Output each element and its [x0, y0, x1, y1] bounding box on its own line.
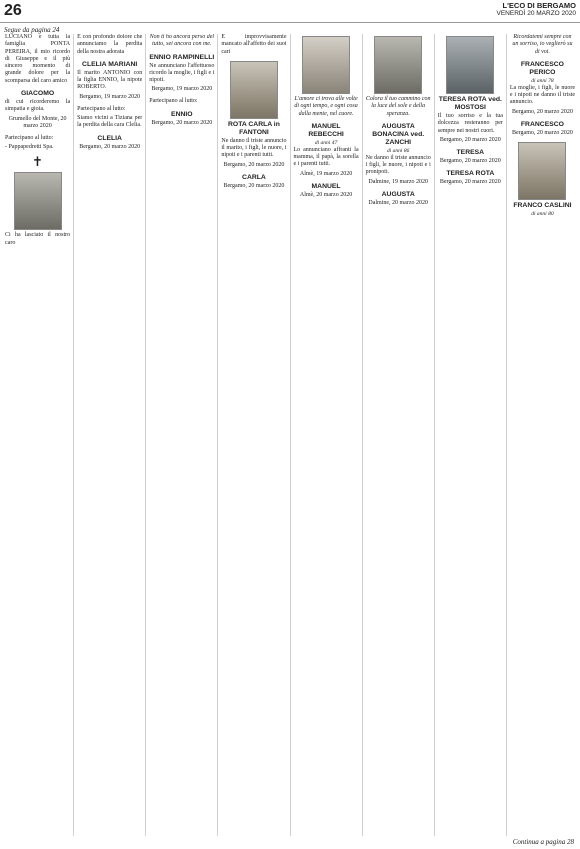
obituary-notice: [77, 106, 142, 130]
notice-text: Partecipano al lutto:: [5, 134, 54, 141]
masthead: [497, 2, 576, 18]
notice-text: - Pappapedretti Spa.: [5, 143, 54, 150]
notice-text: Il tuo sorriso e la tua dolcezza resteranno per sempre nei nostri cuori.: [437, 113, 503, 134]
notice-signature: Bergamo, 19 marzo 2020: [79, 93, 141, 100]
obituary-notice: [510, 34, 575, 56]
obituary-notice: [510, 61, 575, 116]
deceased-name: MANUEL: [311, 182, 341, 190]
deceased-age: di anni 80: [531, 210, 554, 217]
portrait-photo: [302, 36, 350, 94]
notice-text: Colora il tuo cammino con la luce del sole e della speranza.: [365, 96, 431, 117]
deceased-name: AUGUSTA BONACINA ved. ZANCHI: [372, 122, 425, 146]
deceased-name: FRANCESCO PERICO: [520, 60, 564, 76]
obituary-notice: [5, 156, 70, 247]
notice-signature: Bergamo, 20 marzo 2020: [79, 143, 141, 150]
paper-name: L'ECO DI BERGAMO: [502, 1, 576, 10]
notice-text: di cui ricorderemo la simpatia e gioia.: [5, 99, 71, 113]
deceased-name: ENNIO: [171, 110, 193, 118]
continues-on: Continua a pagina 28: [512, 838, 574, 846]
notice-signature: Bergamo, 20 marzo 2020: [511, 108, 573, 115]
notice-signature: Dalmine, 20 marzo 2020: [368, 199, 429, 206]
page-number: 26: [4, 2, 22, 19]
obituary-column: [290, 34, 362, 836]
obituary-column: [145, 34, 217, 836]
notice-signature: Bergamo, 20 marzo 2020: [223, 182, 285, 189]
notice-text: Siamo vicini a Tiziana per la perdita della cara Clelia.: [77, 115, 143, 129]
portrait-photo: [446, 36, 494, 94]
obituary-notice: [149, 54, 214, 94]
obituary-notice: [221, 34, 286, 56]
notice-text: È con profondo dolore che annunciamo la perdita della nostra adorata: [77, 34, 143, 55]
notice-text: Non ti ho ancora perso del tutto, sei ancora con me.: [149, 34, 215, 48]
obituary-column: [434, 34, 506, 836]
deceased-name: GIACOMO: [20, 90, 55, 98]
notice-signature: Bergamo, 20 marzo 2020: [511, 129, 573, 136]
notice-signature: Bergamo, 19 marzo 2020: [151, 86, 213, 93]
notice-text: Il marito ANTONIO con la figlia ENNIO, la nipote ROBERTO.: [77, 69, 143, 91]
obituary-notice: [438, 170, 503, 186]
deceased-name: FRANCO CASLINI: [513, 201, 572, 209]
continued-from: Segue da pagina 24: [4, 26, 60, 34]
deceased-name: CLELIA: [97, 134, 122, 142]
obituary-notice: [77, 135, 142, 151]
obituary-notice: [294, 36, 359, 118]
obituary-column: [2, 34, 73, 836]
portrait-photo: [518, 142, 566, 200]
notice-text: Partecipano al lutto:: [77, 105, 126, 112]
notice-signature: Almè, 19 marzo 2020: [299, 170, 353, 177]
deceased-name: TERESA ROTA: [446, 169, 495, 177]
notice-signature: Bergamo, 20 marzo 2020: [439, 157, 501, 164]
obituary-notice: [149, 98, 214, 105]
obituary-column: [73, 34, 145, 836]
deceased-name: MANUEL REBECCHI: [308, 122, 344, 138]
deceased-name: FRANCESCO: [520, 120, 564, 128]
obituary-notice: [438, 36, 503, 144]
obituary-notice: [149, 34, 214, 49]
obituary-notice: [5, 34, 70, 85]
obituary-notice: [510, 121, 575, 137]
notice-signature: Bergamo, 20 marzo 2020: [439, 136, 501, 143]
notice-signature: Bergamo, 20 marzo 2020: [223, 161, 285, 168]
obituary-notice: [221, 174, 286, 190]
deceased-age: di anni 78: [531, 77, 554, 84]
notice-text: Ne danno il triste annuncio i figli, le nuore, i nipoti e i pronipoti.: [365, 154, 431, 176]
obituary-notice: [438, 149, 503, 165]
obituary-notice: [510, 142, 575, 218]
notice-text: Ricordatemi sempre con un sorriso, io veglierò su di voi.: [512, 34, 573, 55]
obituary-column: [362, 34, 434, 836]
notice-text: LUCIANO e tutta la famiglia PONTA PEREIRA, il mio ricordo di Giuseppe e il più sincero momento di grande dolore per la scomparsa del caro amico: [5, 34, 71, 84]
portrait-photo: [14, 172, 62, 230]
obituary-notice: [5, 135, 70, 152]
portrait-photo: [230, 61, 278, 119]
obituary-columns: [2, 34, 578, 836]
deceased-name: TERESA ROTA ved. MOSTOSI: [438, 96, 502, 111]
obituary-notice: [149, 111, 214, 127]
obituary-notice: [294, 123, 359, 178]
deceased-name: TERESA: [456, 148, 485, 156]
obituary-notice: [366, 36, 431, 118]
obituary-notice: [221, 61, 286, 169]
issue-date: VENERDÌ 20 MARZO 2020: [496, 10, 576, 17]
obituary-notice: [5, 90, 70, 130]
notice-signature: Dalmine, 19 marzo 2020: [368, 178, 429, 185]
deceased-name: ENNIO RAMPINELLI: [149, 53, 215, 61]
obituary-column: [506, 34, 578, 836]
notice-signature: Grumello del Monte, 20 marzo 2020: [8, 115, 67, 129]
obituary-column: [217, 34, 289, 836]
page-header: [0, 0, 580, 23]
obituary-notice: [294, 183, 359, 199]
notice-text: Partecipano al lutto:: [149, 98, 198, 105]
deceased-name: CARLA: [242, 173, 266, 181]
notice-signature: Almè, 20 marzo 2020: [299, 191, 353, 198]
obituary-notice: [77, 34, 142, 56]
notice-text: L'amore ci trova alle volte di ogni tempo, e ogni cosa dalla mente, nel cuore.: [294, 96, 358, 117]
deceased-name: ROTA CARLA in FANTONI: [228, 120, 280, 136]
notice-signature: Bergamo, 20 marzo 2020: [439, 178, 501, 185]
notice-text: Ci ha lasciato il nostro caro: [5, 232, 71, 246]
obituary-notice: [77, 61, 142, 101]
obituary-notice: [366, 123, 431, 186]
notice-signature: Bergamo, 20 marzo 2020: [151, 119, 213, 126]
deceased-age: di anni 47: [314, 139, 338, 146]
notice-text: Ne danno il triste annuncio il marito, i figli, le nuore, i nipoti e i parenti tutti.: [221, 137, 287, 159]
portrait-photo: [374, 36, 422, 94]
obituary-notice: [366, 191, 431, 207]
notice-text: È improvvisamente mancato all'affetto dei suoi cari: [221, 34, 287, 55]
deceased-age: di anni 86: [387, 147, 410, 154]
notice-text: Ne annunciano l'affettuoso ricordo la moglie, i figli e i nipoti.: [149, 62, 215, 84]
notice-text: La moglie, i figli, le nuore e i nipoti ne danno il triste annuncio.: [509, 84, 575, 106]
notice-text: Lo annunciano affranti la mamma, il papà, la sorella e i parenti tutti.: [293, 146, 359, 168]
cross-icon: ✝: [32, 155, 44, 171]
deceased-name: CLELIA MARIANI: [82, 60, 138, 68]
deceased-name: AUGUSTA: [381, 190, 415, 198]
